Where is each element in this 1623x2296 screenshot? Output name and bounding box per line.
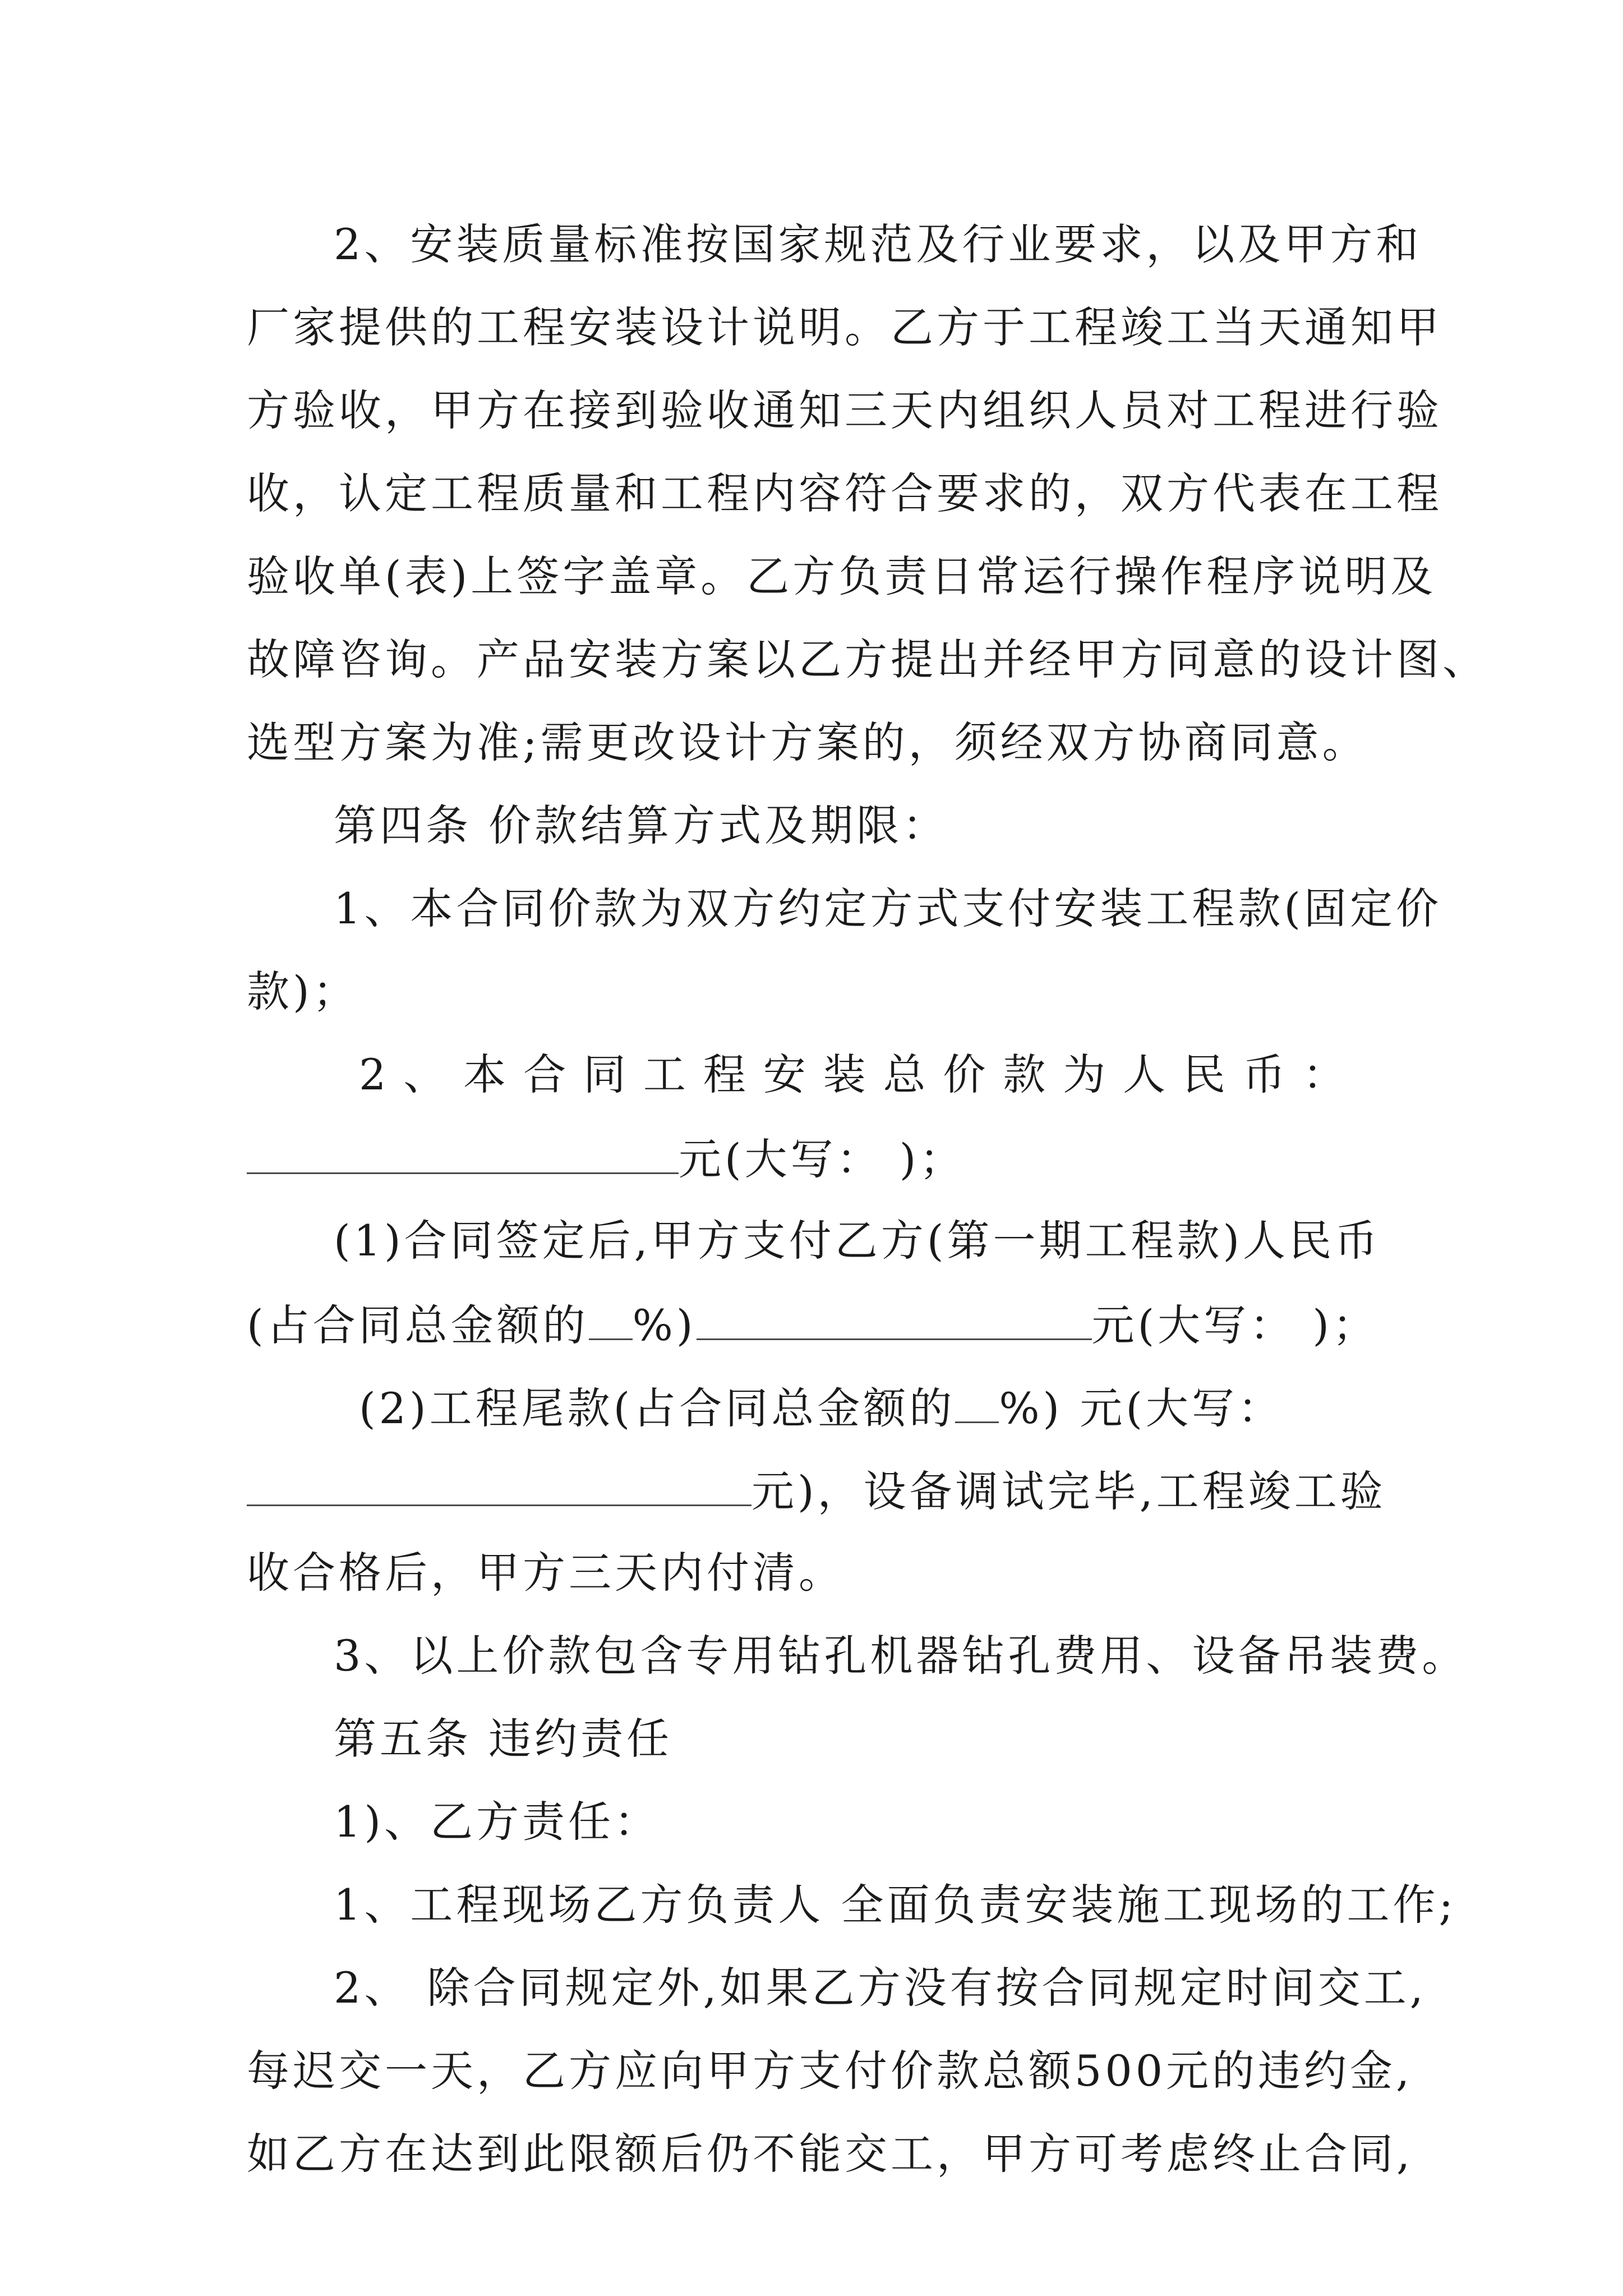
justified-char: 、: [403, 1050, 450, 1099]
paragraph-line: [247, 1300, 1378, 1350]
line-text: 元(大写： )；: [1091, 1300, 1378, 1350]
justified-char: 总: [883, 1050, 929, 1099]
paragraph-line: 选型方案为准;需更改设计方案的，须经双方协商同意。: [247, 717, 1368, 767]
line-text: 元)，设备调试完毕,工程竣工验: [751, 1466, 1386, 1516]
justified-char: 工: [643, 1050, 689, 1099]
line-text: 元(大写：: [1080, 1383, 1284, 1433]
line-text: (2)工程尾款(占合同总金额的: [359, 1383, 956, 1433]
justified-char: 程: [703, 1050, 749, 1099]
paragraph-line: 款)；: [247, 967, 359, 1016]
justified-char: 为: [1063, 1050, 1109, 1099]
paragraph-line: 1)、乙方责任：: [334, 1797, 661, 1847]
paragraph-line: 故障咨询。产品安装方案以乙方提出并经甲方同意的设计图、: [247, 634, 1488, 684]
paragraph-line: 1、本合同价款为双方约定方式支付安装工程款(固定价: [334, 884, 1442, 933]
fill-blank: [247, 1469, 751, 1506]
paragraph-line: (1)合同签定后,甲方支付乙方(第一期工程款)人民币: [334, 1216, 1381, 1266]
paragraph-line: [247, 1134, 966, 1184]
section-heading: 第四条 价款结算方式及期限：: [334, 800, 949, 850]
fill-blank: [589, 1303, 633, 1340]
paragraph-line: 3、以上价款包含专用钻孔机器钻孔费用、设备吊装费。: [334, 1631, 1468, 1681]
paragraph-line: 2、 除合同规定外,如果乙方没有按合同规定时间交工,: [334, 1963, 1427, 2013]
justified-line: [359, 1050, 1349, 1099]
justified-char: 人: [1123, 1050, 1169, 1099]
paragraph-line: [359, 1383, 1284, 1433]
line-text: (占合同总金额的: [247, 1300, 589, 1350]
justified-char: 2: [359, 1050, 390, 1099]
paragraph-line: [247, 1466, 1386, 1516]
justified-char: 币: [1242, 1050, 1289, 1099]
paragraph-line: 收，认定工程质量和工程内容符合要求的，双方代表在工程: [247, 468, 1442, 518]
paragraph-line: 验收单(表)上签字盖章。乙方负责日常运行操作程序说明及: [247, 551, 1437, 601]
paragraph-line: 1、工程现场乙方负责人 全面负责安装施工现场的工作;: [334, 1880, 1457, 1930]
paragraph-line: 方验收，甲方在接到验收通知三天内组织人员对工程进行验: [247, 385, 1442, 435]
justified-char: 本: [463, 1050, 510, 1099]
justified-char: 装: [823, 1050, 869, 1099]
justified-char: 民: [1183, 1050, 1229, 1099]
paragraph-line: 厂家提供的工程安装设计说明。乙方于工程竣工当天通知甲: [247, 302, 1442, 352]
fill-blank: [247, 1137, 679, 1174]
fill-blank: [697, 1303, 1092, 1340]
paragraph-line: 收合格后，甲方三天内付清。: [247, 1548, 845, 1598]
justified-char: 合: [523, 1050, 570, 1099]
paragraph-line: 如乙方在达到此限额后仍不能交工，甲方可考虑终止合同,: [247, 2129, 1414, 2179]
line-text: 元(大写： )；: [679, 1134, 966, 1184]
line-text: %): [999, 1383, 1063, 1433]
paragraph-line: 每迟交一天，乙方应向甲方支付价款总额500元的违约金,: [247, 2046, 1413, 2096]
section-heading: 第五条 违约责任: [334, 1714, 673, 1764]
justified-char: 价: [943, 1050, 989, 1099]
justified-char: 款: [1003, 1050, 1049, 1099]
paragraph-line: 2、安装质量标准按国家规范及行业要求，以及甲方和: [334, 219, 1422, 269]
justified-char: 安: [763, 1050, 809, 1099]
line-text: %): [632, 1300, 697, 1350]
fill-blank: [955, 1386, 999, 1423]
justified-char: 同: [583, 1050, 629, 1099]
justified-char: ：: [1302, 1050, 1349, 1099]
